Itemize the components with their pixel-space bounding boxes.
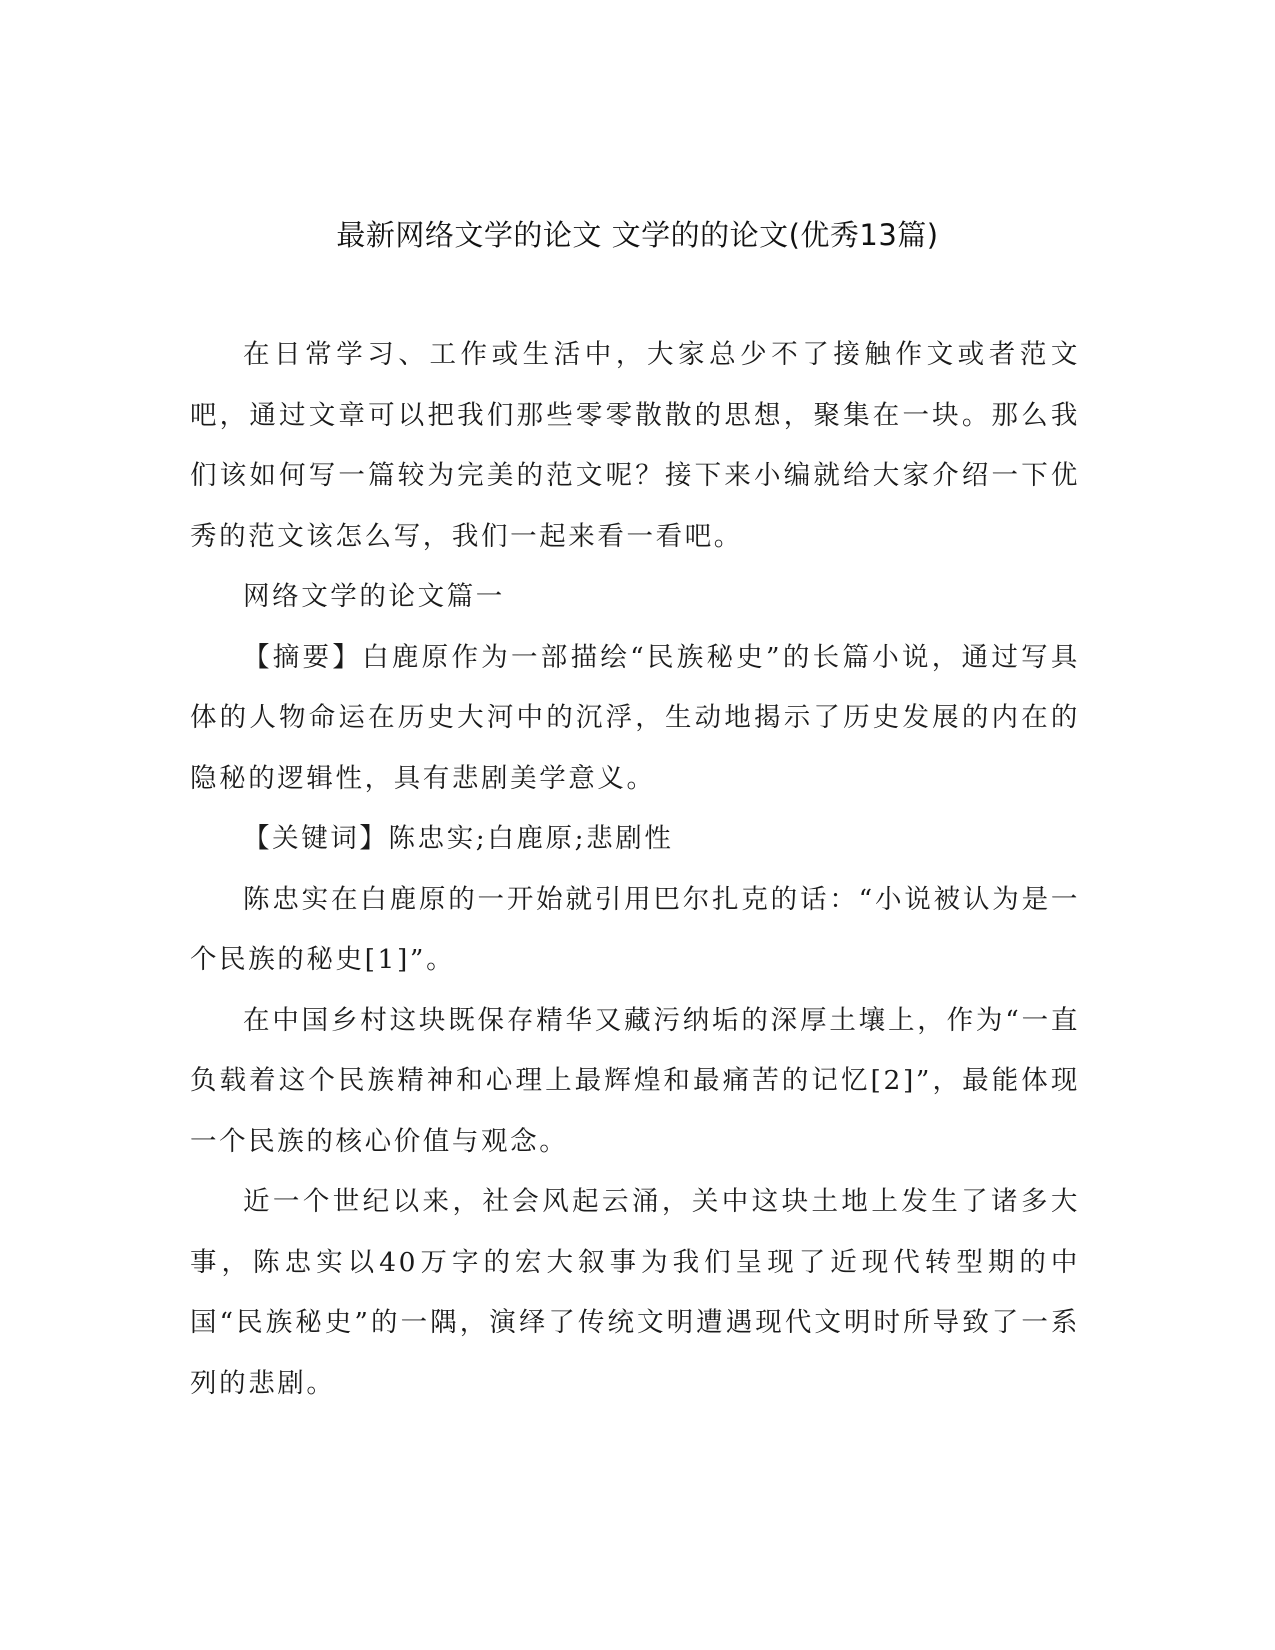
document-body xyxy=(190,325,1080,1414)
abstract-paragraph: 【摘要】白鹿原作为一部描绘“民族秘史”的长篇小说，通过写具体的人物命运在历史大河中的沉浮，生动地揭示了历史发展的内在的隐秘的逻辑性，具有悲剧美学意义。 xyxy=(190,641,1080,794)
body-paragraph: 陈忠实在白鹿原的一开始就引用巴尔扎克的话：“小说被认为是一个民族的秘史[1]”。 xyxy=(190,883,1080,975)
body-paragraph: 近一个世纪以来，社会风起云涌，关中这块土地上发生了诸多大事，陈忠实以40万字的宏大叙事为我们呈现了近现代转型期的中国“民族秘史”的一隅，演绎了传统文明遭遇现代文明时所导致了一系列的悲剧。 xyxy=(190,1186,1080,1399)
section-heading: 网络文学的论文篇一 xyxy=(243,581,505,612)
keywords-line: 【关键词】陈忠实;白鹿原;悲剧性 xyxy=(243,823,674,854)
body-paragraph: 在中国乡村这块既保存精华又藏污纳垢的深厚土壤上，作为“一直负载着这个民族精神和心理上最辉煌和最痛苦的记忆[2]”，最能体现一个民族的核心价值与观念。 xyxy=(190,1004,1080,1157)
intro-paragraph: 在日常学习、工作或生活中，大家总少不了接触作文或者范文吧，通过文章可以把我们那些零零散散的思想，聚集在一块。那么我们该如何写一篇较为完美的范文呢？接下来小编就给大家介绍一下优秀的范文该怎么写，我们一起来看一看吧。 xyxy=(190,339,1080,552)
document-title: 最新网络文学的论文 文学的的论文(优秀13篇) xyxy=(336,218,939,252)
